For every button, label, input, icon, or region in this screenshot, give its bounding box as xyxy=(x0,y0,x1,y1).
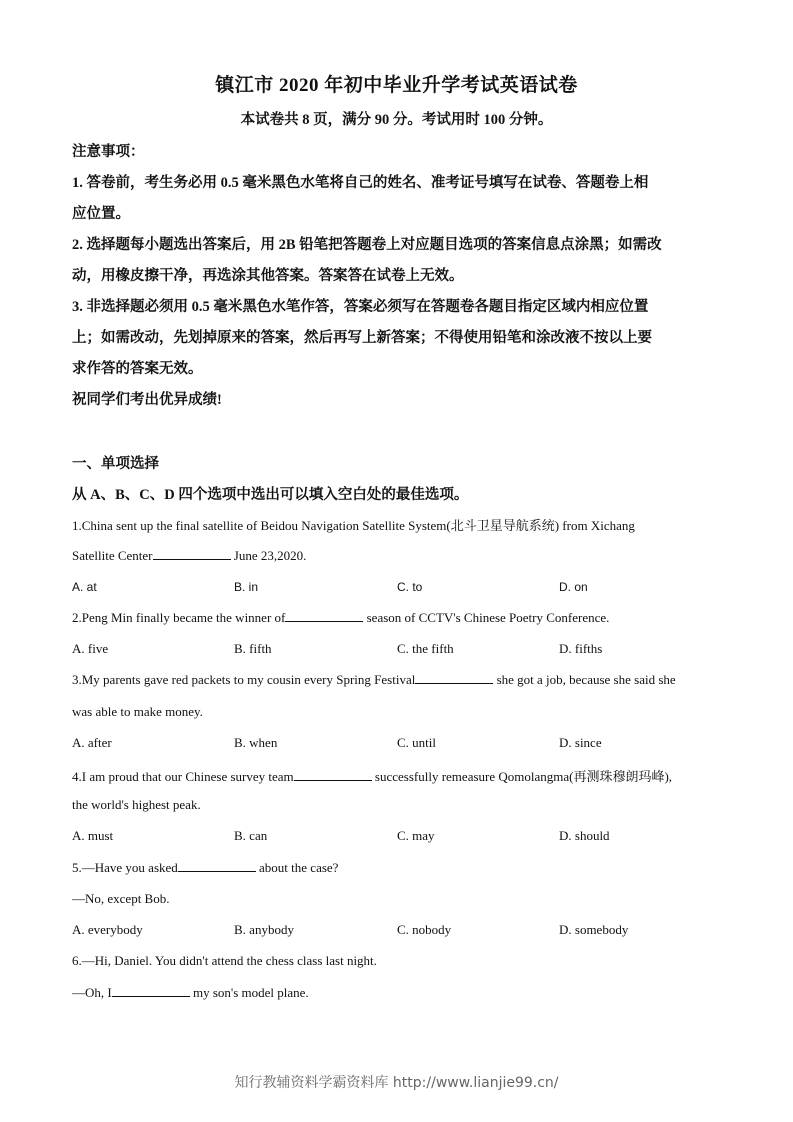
question-1-text-after-blank: June 23,2020. xyxy=(230,548,307,563)
notice-wish: 祝同学们考出优异成绩! xyxy=(72,392,222,408)
option-c: C. nobody xyxy=(397,922,452,937)
option-d: D. somebody xyxy=(559,922,629,937)
question-6-line-2 xyxy=(72,985,732,1001)
question-3-line-1 xyxy=(72,672,732,688)
question-6-text-after-blank: my son's model plane. xyxy=(189,985,309,1000)
exam-subtitle: 本试卷共 8 页，满分 90 分。考试用时 100 分钟。 xyxy=(240,112,553,128)
option-b: B. when xyxy=(234,735,278,750)
question-5-text-before-blank: 5.—Have you asked xyxy=(72,860,178,875)
question-2-text-after-blank: season of CCTV's Chinese Poetry Conference. xyxy=(363,610,610,625)
question-4-text-before-blank: 4.I am proud that our Chinese survey team xyxy=(72,769,294,784)
option-c: C. to xyxy=(397,580,423,594)
notice-item-2-line-2: 动，用橡皮擦干净，再选涂其他答案。答案答在试卷上无效。 xyxy=(72,268,464,284)
answer-blank xyxy=(153,549,231,560)
notice-item-2-line-1: 2. 选择题每小题选出答案后，用 2B 铅笔把答题卷上对应题目选项的答案信息点涂黑；如需改 xyxy=(72,237,662,253)
section-1-instruction: 从 A、B、C、D 四个选项中选出可以填入空白处的最佳选项。 xyxy=(72,487,469,503)
question-1-text-before-blank: Satellite Center xyxy=(72,548,153,563)
question-4-line-1 xyxy=(72,766,732,785)
option-d: D. fifths xyxy=(559,641,603,656)
option-a: A. must xyxy=(72,828,114,843)
question-6-line-1: 6.—Hi, Daniel. You didn't attend the chess class last night. xyxy=(72,953,377,968)
option-b: B. fifth xyxy=(234,641,272,656)
option-a: A. everybody xyxy=(72,922,143,937)
exam-title: 镇江市 2020 年初中毕业升学考试英语试卷 xyxy=(215,75,578,96)
question-2-line-1 xyxy=(72,610,732,626)
question-3-text-after-blank: she got a job, because she said she xyxy=(493,672,676,687)
answer-blank xyxy=(415,673,493,684)
question-4-text-after-blank: successfully remeasure Qomolangma(再测珠穆朗玛峰), xyxy=(371,769,673,784)
option-c: C. the fifth xyxy=(397,641,454,656)
question-5-line-2: —No, except Bob. xyxy=(72,891,170,906)
question-3-line-2: was able to make money. xyxy=(72,704,203,719)
notice-heading: 注意事项： xyxy=(72,144,145,160)
question-3-text-before-blank: 3.My parents gave red packets to my cousin every Spring Festival xyxy=(72,672,416,687)
option-d: D. on xyxy=(559,580,588,594)
option-a: A. after xyxy=(72,735,112,750)
option-b: B. anybody xyxy=(234,922,294,937)
notice-item-1-line-1: 1. 答卷前，考生务必用 0.5 毫米黑色水笔将自己的姓名、准考证号填写在试卷、答题卷上相 xyxy=(72,175,649,191)
question-4-line-2: the world's highest peak. xyxy=(72,797,201,812)
option-d: D. should xyxy=(559,828,610,843)
notice-item-1-line-2: 应位置。 xyxy=(72,206,130,222)
question-1-line-2 xyxy=(72,548,732,564)
question-6-text-before-blank: —Oh, I xyxy=(72,985,112,1000)
option-b: B. can xyxy=(234,828,268,843)
option-c: C. until xyxy=(397,735,437,750)
question-5-line-1 xyxy=(72,860,732,876)
notice-item-3-line-1: 3. 非选择题必须用 0.5 毫米黑色水笔作答，答案必须写在答题卷各题目指定区域内相应位置 xyxy=(72,299,649,315)
question-5-text-after-blank: about the case? xyxy=(255,860,339,875)
answer-blank xyxy=(294,770,372,781)
notice-item-3-line-2: 上；如需改动，先划掉原来的答案，然后再写上新答案；不得使用铅笔和涂改液不按以上要 xyxy=(72,330,652,346)
notice-item-3-line-3: 求作答的答案无效。 xyxy=(72,361,203,377)
option-a: A. at xyxy=(72,580,97,594)
answer-blank xyxy=(178,861,256,872)
section-1-title: 一、单项选择 xyxy=(72,456,159,472)
answer-blank xyxy=(112,986,190,997)
option-c: C. may xyxy=(397,828,435,843)
question-2-text-before-blank: 2.Peng Min finally became the winner of xyxy=(72,610,286,625)
option-d: D. since xyxy=(559,735,602,750)
footer-watermark: 知行教辅资料学霸资料库 http://www.lianjie99.cn/ xyxy=(234,1075,559,1091)
question-1-line-1: 1.China sent up the final satellite of Beidou Navigation Satellite System(北斗卫星导航系统) from Xichang xyxy=(72,518,635,533)
answer-blank xyxy=(285,611,363,622)
option-a: A. five xyxy=(72,641,109,656)
option-b: B. in xyxy=(234,580,259,594)
